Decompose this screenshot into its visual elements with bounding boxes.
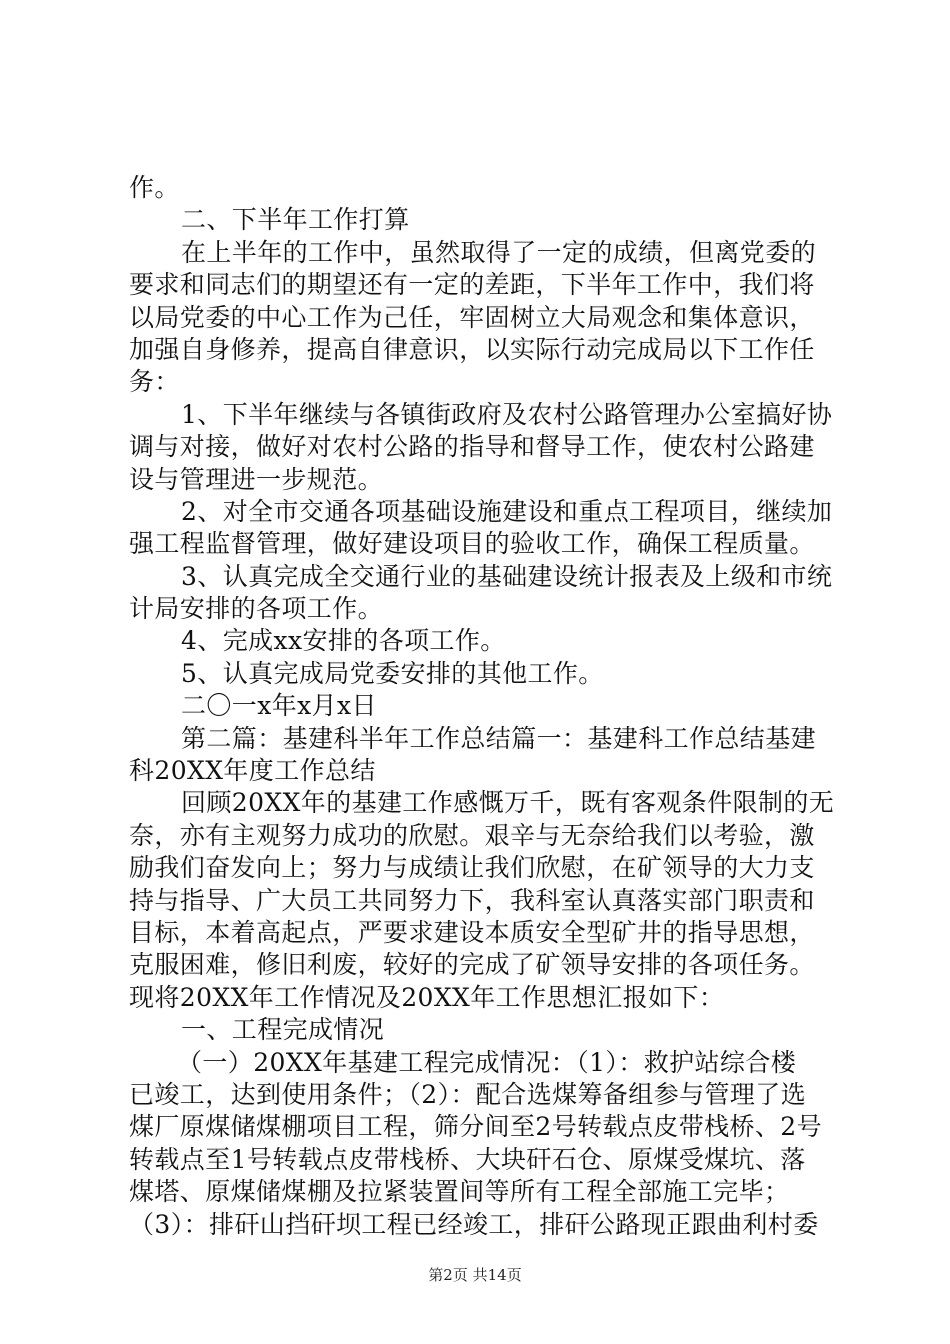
text-line: 以局党委的中心工作为己任，牢固树立大局观念和集体意识，	[129, 302, 815, 332]
text-line: 强工程监督管理，做好建设项目的验收工作，确保工程质量。	[129, 529, 815, 559]
text-line: 作。	[129, 173, 180, 202]
text-line: 励我们奋发向上；努力与成绩让我们欣慰，在矿领导的大力支	[129, 853, 815, 883]
page-number-footer: 第2页 共14页	[428, 1266, 522, 1284]
list-item: 2、对全市交通各项基础设施建设和重点工程项目，继续加	[181, 496, 833, 526]
text-line: 回顾20XX年的基建工作感慨万千，既有客观条件限制的无	[181, 788, 835, 818]
text-line: 加强自身修养，提高自律意识，以实际行动完成局以下工作任	[129, 334, 815, 364]
text-line: 调与对接，做好对农村公路的指导和督导工作，使农村公路建	[129, 432, 815, 462]
text-line: 已竣工，达到使用条件；（2）：配合选煤筹备组参与管理了选	[129, 1079, 807, 1109]
list-item: 5、认真完成局党委安排的其他工作。	[181, 658, 604, 688]
text-line: 奈，亦有主观努力成功的欣慰。艰辛与无奈给我们以考验，激	[129, 820, 815, 850]
list-item: 3、认真完成全交通行业的基础建设统计报表及上级和市统	[181, 561, 833, 591]
text-line: 目标，本着高起点，严要求建设本质安全型矿井的指导思想，	[129, 917, 815, 947]
text-line: 务：	[129, 367, 180, 397]
text-line: 转载点至1号转载点皮带栈桥、大块矸石仓、原煤受煤坑、落	[129, 1144, 806, 1174]
text-line: 设与管理进一步规范。	[129, 464, 384, 494]
section-heading: 二、下半年工作打算	[181, 205, 410, 235]
text-line: 计局安排的各项工作。	[129, 594, 384, 624]
text-line: 科20XX年度工作总结	[129, 756, 376, 786]
date-line: 二〇一x年x月x日	[181, 691, 377, 721]
text-line: 持与指导、广大员工共同努力下，我科室认真落实部门职责和	[129, 885, 815, 915]
text-line: （3）：排矸山挡矸坝工程已经竣工，排矸公路现正跟曲利村委	[129, 1209, 819, 1239]
list-item: 4、完成xx安排的各项工作。	[181, 626, 506, 656]
section-heading: 一、工程完成情况	[181, 1015, 385, 1045]
text-line: （一）20XX年基建工程完成情况：（1）：救护站综合楼	[177, 1047, 797, 1077]
text-line: 要求和同志们的期望还有一定的差距，下半年工作中，我们将	[129, 270, 815, 300]
text-line: 在上半年的工作中，虽然取得了一定的成绩，但离党委的	[181, 237, 817, 267]
list-item: 1、下半年继续与各镇街政府及农村公路管理办公室搞好协	[181, 399, 833, 429]
text-line: 煤厂原煤储煤棚项目工程，筛分间至2号转载点皮带栈桥、2号	[129, 1112, 823, 1142]
section-heading: 第二篇：基建科半年工作总结篇一：基建科工作总结基建	[181, 723, 817, 753]
document-body	[129, 172, 835, 1241]
text-line: 克服困难，修旧利废，较好的完成了矿领导安排的各项任务。	[129, 950, 815, 980]
text-line: 煤塔、原煤储煤棚及拉紧装置间等所有工程全部施工完毕；	[129, 1177, 790, 1207]
text-line: 现将20XX年工作情况及20XX年工作思想汇报如下：	[129, 982, 725, 1012]
